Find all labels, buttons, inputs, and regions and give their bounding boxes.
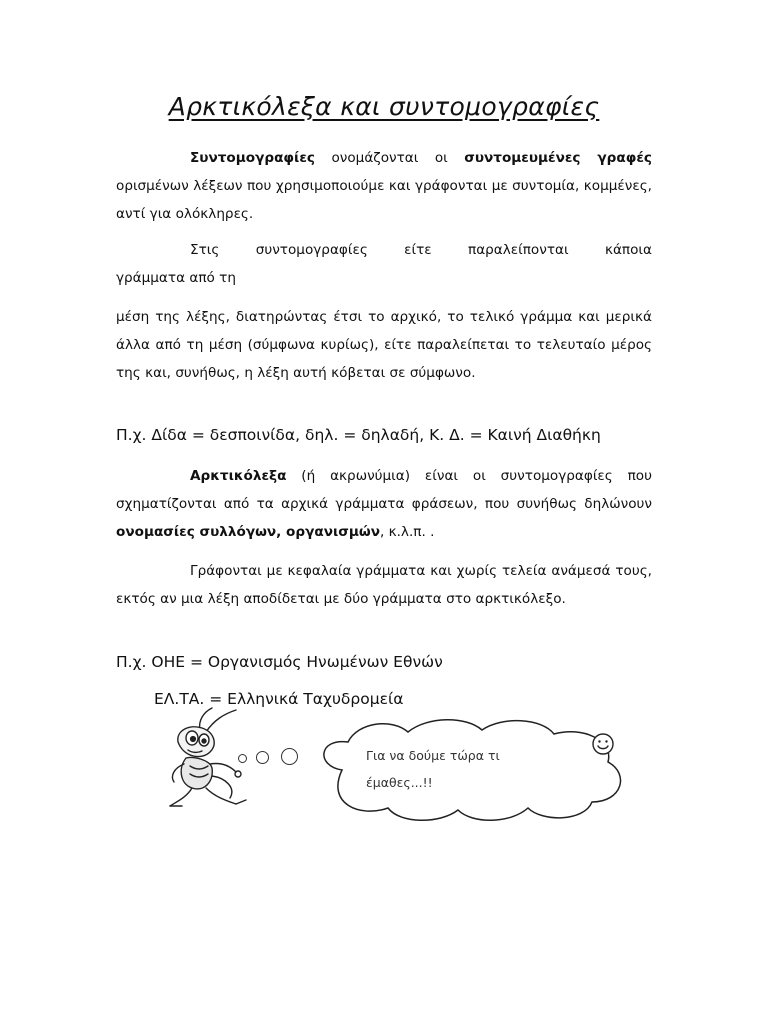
example-acronym-elta: ΕΛ.ΤΑ. = Ελληνικά Ταχυδρομεία bbox=[154, 690, 404, 708]
bubble-text bbox=[366, 742, 536, 796]
term-organizations: ονομασίες συλλόγων, οργανισμών bbox=[116, 524, 380, 540]
term-acronyms: Αρκτικόλεξα bbox=[190, 468, 287, 484]
example-abbreviations: Π.χ. Δίδα = δεσποινίδα, δηλ. = δηλαδή, Κ. Δ. = Καινή Διαθήκη bbox=[116, 426, 601, 444]
term-shortened-writings: συντομευμένες γραφές bbox=[464, 150, 652, 166]
thought-dot-medium bbox=[256, 751, 269, 764]
paragraph-acronyms-rules: Γράφονται με κεφαλαία γράμματα και χωρίς τελεία ανάμεσά τους, εκτός αν μια λέξη αποδίδεται με δύο γράμματα στο αρκτικόλεξο. bbox=[116, 563, 652, 607]
paragraph-abbreviations-intro-tail: γράμματα από τη bbox=[116, 270, 236, 286]
paragraph-abbreviations-intro: Στις συντομογραφίες είτε παραλείπονται κάποια bbox=[190, 242, 652, 258]
smiley-face-icon bbox=[591, 732, 615, 756]
paragraph-abbreviations-rules: μέση της λέξης, διατηρώντας έτσι το αρχικό, το τελικό γράμμα και μερικά άλλα από τη μέση (σύμφωνα κυρίως), είτε παραλείπεται το τελευταίο μέρος της και, συνήθως, η λέξη αυτή κόβεται σε σύμφωνο. bbox=[116, 309, 652, 381]
bubble-line-2: έμαθες...!! bbox=[366, 775, 433, 790]
example-acronym-ohe: Π.χ. ΟΗΕ = Οργανισμός Ηνωμένων Εθνών bbox=[116, 653, 443, 671]
paragraph-abbreviations-definition: Συντομογραφίες ονομάζονται οι συντομευμένες γραφές ορισμένων λέξεων που χρησιμοποιούμε και γράφονται με συντομία, κομμένες, αντί για ολόκληρες. bbox=[116, 150, 652, 222]
bubble-line-1: Για να δούμε τώρα τι bbox=[366, 748, 500, 763]
page-title: Αρκτικόλεξα και συντομογραφίες bbox=[168, 92, 600, 121]
term-abbreviations: Συντομογραφίες bbox=[190, 150, 315, 166]
thought-dot-small bbox=[238, 754, 247, 763]
paragraph-acronyms-definition: Αρκτικόλεξα (ή ακρωνύμια) είναι οι συντομογραφίες που σχηματίζονται από τα αρχικά γράμματα φράσεων, που συνήθως δηλώνουν ονομασίες συλλόγων, οργανισμών, κ.λ.π. . bbox=[116, 468, 652, 540]
